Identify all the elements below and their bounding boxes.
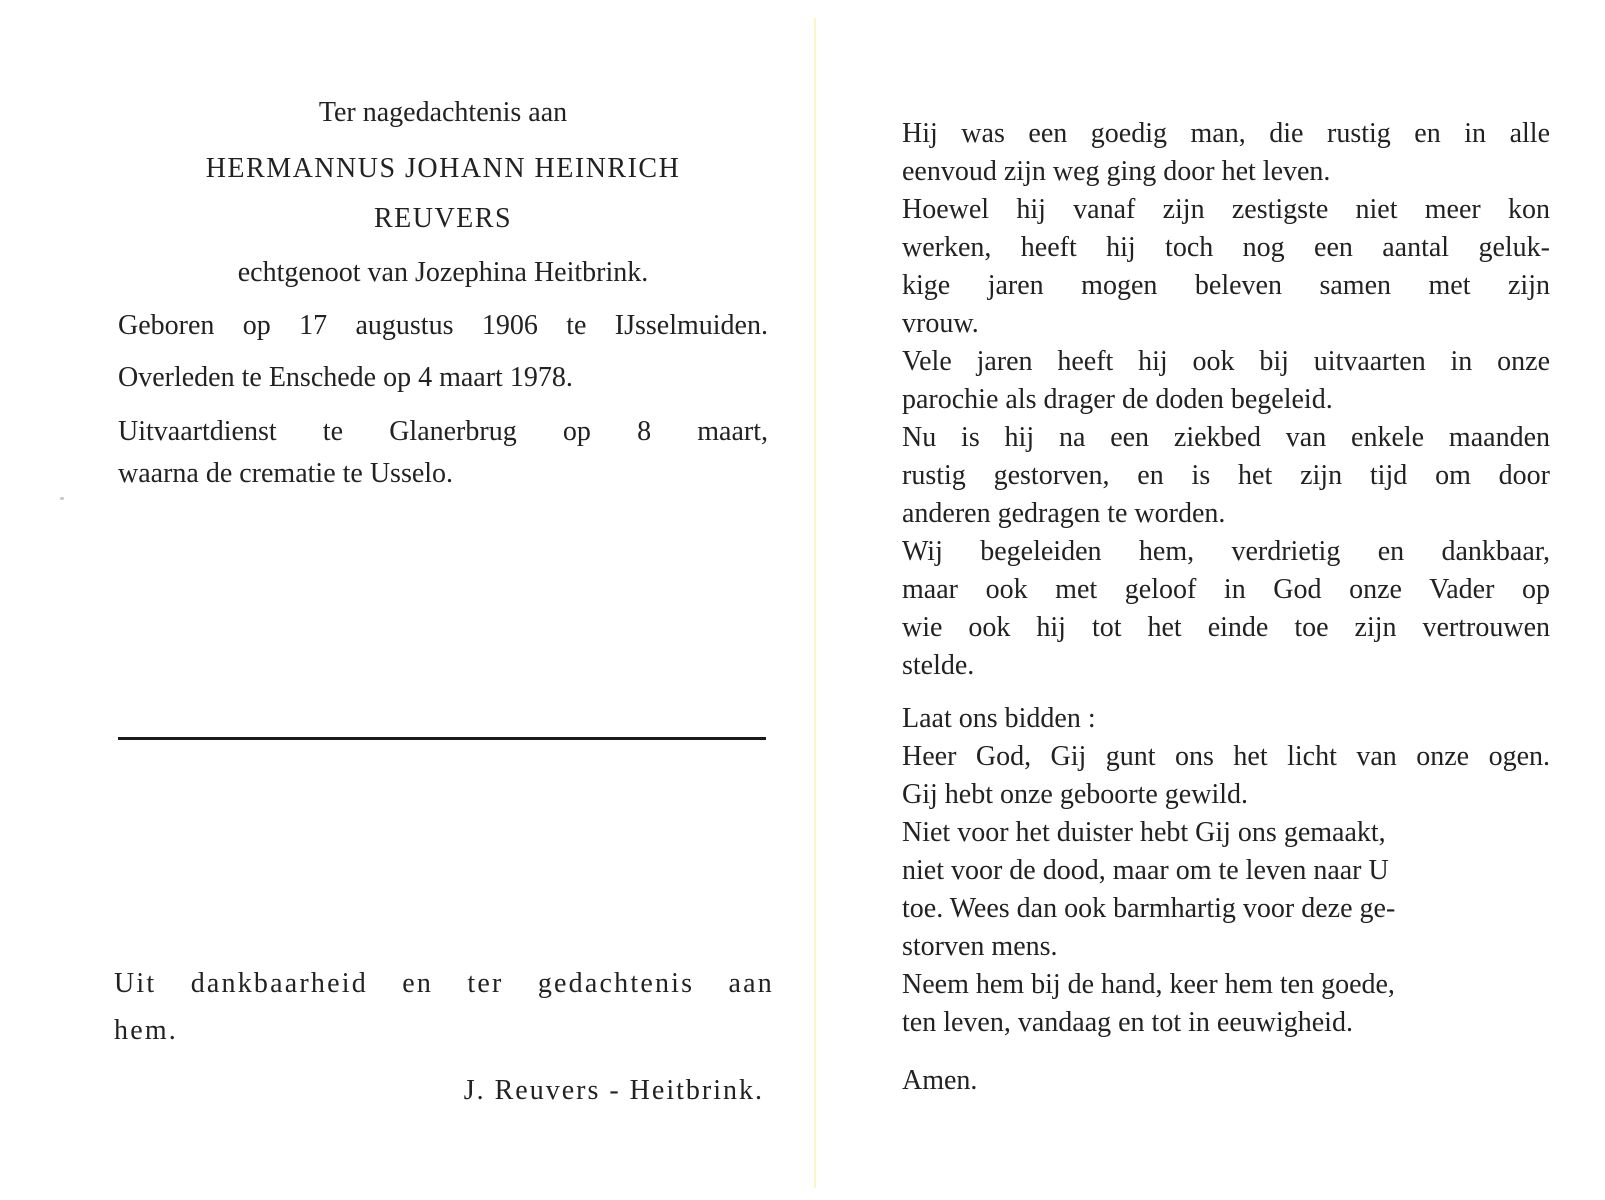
text-line: eenvoud zijn weg ging door het leven. bbox=[902, 156, 1331, 187]
amen-text: Amen. bbox=[902, 1065, 978, 1096]
funeral-text-line2: waarna de crematie te Usselo. bbox=[118, 458, 454, 489]
prayer-intro: Laat ons bidden : bbox=[902, 703, 1096, 734]
text-line: vrouw. bbox=[902, 308, 979, 339]
text-line: maar ook met geloof in God onze Vader op bbox=[902, 574, 1550, 605]
death-text: Overleden te Enschede op 4 maart 1978. bbox=[118, 362, 573, 393]
prayer-line: ten leven, vandaag en tot in eeuwigheid. bbox=[902, 1007, 1353, 1038]
text-line: anderen gedragen te worden. bbox=[902, 498, 1226, 529]
deceased-name-line1: HERMANNUS JOHANN HEINRICH bbox=[205, 153, 681, 184]
text-line: kige jaren mogen beleven samen met zijn bbox=[902, 270, 1550, 301]
prayer-line: Gij hebt onze geboorte gewild. bbox=[902, 779, 1249, 810]
thanks-block bbox=[114, 960, 774, 1054]
deceased-name-line2: REUVERS bbox=[373, 203, 513, 234]
thanks-line2: hem. bbox=[114, 1015, 179, 1046]
prayer-line: Heer God, Gij gunt ons het licht van onze ogen. bbox=[902, 741, 1550, 772]
text-line: parochie als drager de doden begeleid. bbox=[902, 384, 1333, 415]
prayer-line: toe. Wees dan ook barmhartig voor deze ge- bbox=[902, 893, 1396, 924]
text-line: Hij was een goedig man, die rustig en in alle bbox=[902, 118, 1550, 149]
divider-line bbox=[118, 737, 766, 740]
card-fold bbox=[814, 18, 816, 1188]
speck bbox=[60, 497, 64, 500]
text-line: stelde. bbox=[902, 650, 975, 681]
text-line: rustig gestorven, en is het zijn tijd om door bbox=[902, 460, 1550, 491]
prayer-line: niet voor de dood, maar om te leven naar U bbox=[902, 855, 1389, 886]
signature: J. Reuvers - Heitbrink. bbox=[463, 1075, 764, 1106]
prayer-line: storven mens. bbox=[902, 931, 1058, 962]
intro-text: Ter nagedachtenis aan bbox=[318, 97, 568, 128]
funeral-text-line1: Uitvaartdienst te Glanerbrug op 8 maart, bbox=[118, 416, 768, 447]
text-line: Vele jaren heeft hij ook bij uitvaarten in onze bbox=[902, 346, 1550, 377]
prayer-line: Niet voor het duister hebt Gij ons gemaakt, bbox=[902, 817, 1386, 848]
text-line: Nu is hij na een ziekbed van enkele maanden bbox=[902, 422, 1550, 453]
birth-text: Geboren op 17 augustus 1906 te IJsselmuiden. bbox=[118, 310, 768, 341]
thanks-line1: Uit dankbaarheid en ter gedachtenis aan bbox=[114, 968, 774, 999]
text-line: Wij begeleiden hem, verdrietig en dankbaar, bbox=[902, 536, 1550, 567]
text-line: Hoewel hij vanaf zijn zestigste niet meer kon bbox=[902, 194, 1550, 225]
text-line: wie ook hij tot het einde toe zijn vertrouwen bbox=[902, 612, 1550, 643]
prayer-line: Neem hem bij de hand, keer hem ten goede, bbox=[902, 969, 1395, 1000]
spouse-text: echtgenoot van Jozephina Heitbrink. bbox=[237, 257, 649, 288]
text-line: werken, heeft hij toch nog een aantal geluk- bbox=[902, 232, 1550, 263]
